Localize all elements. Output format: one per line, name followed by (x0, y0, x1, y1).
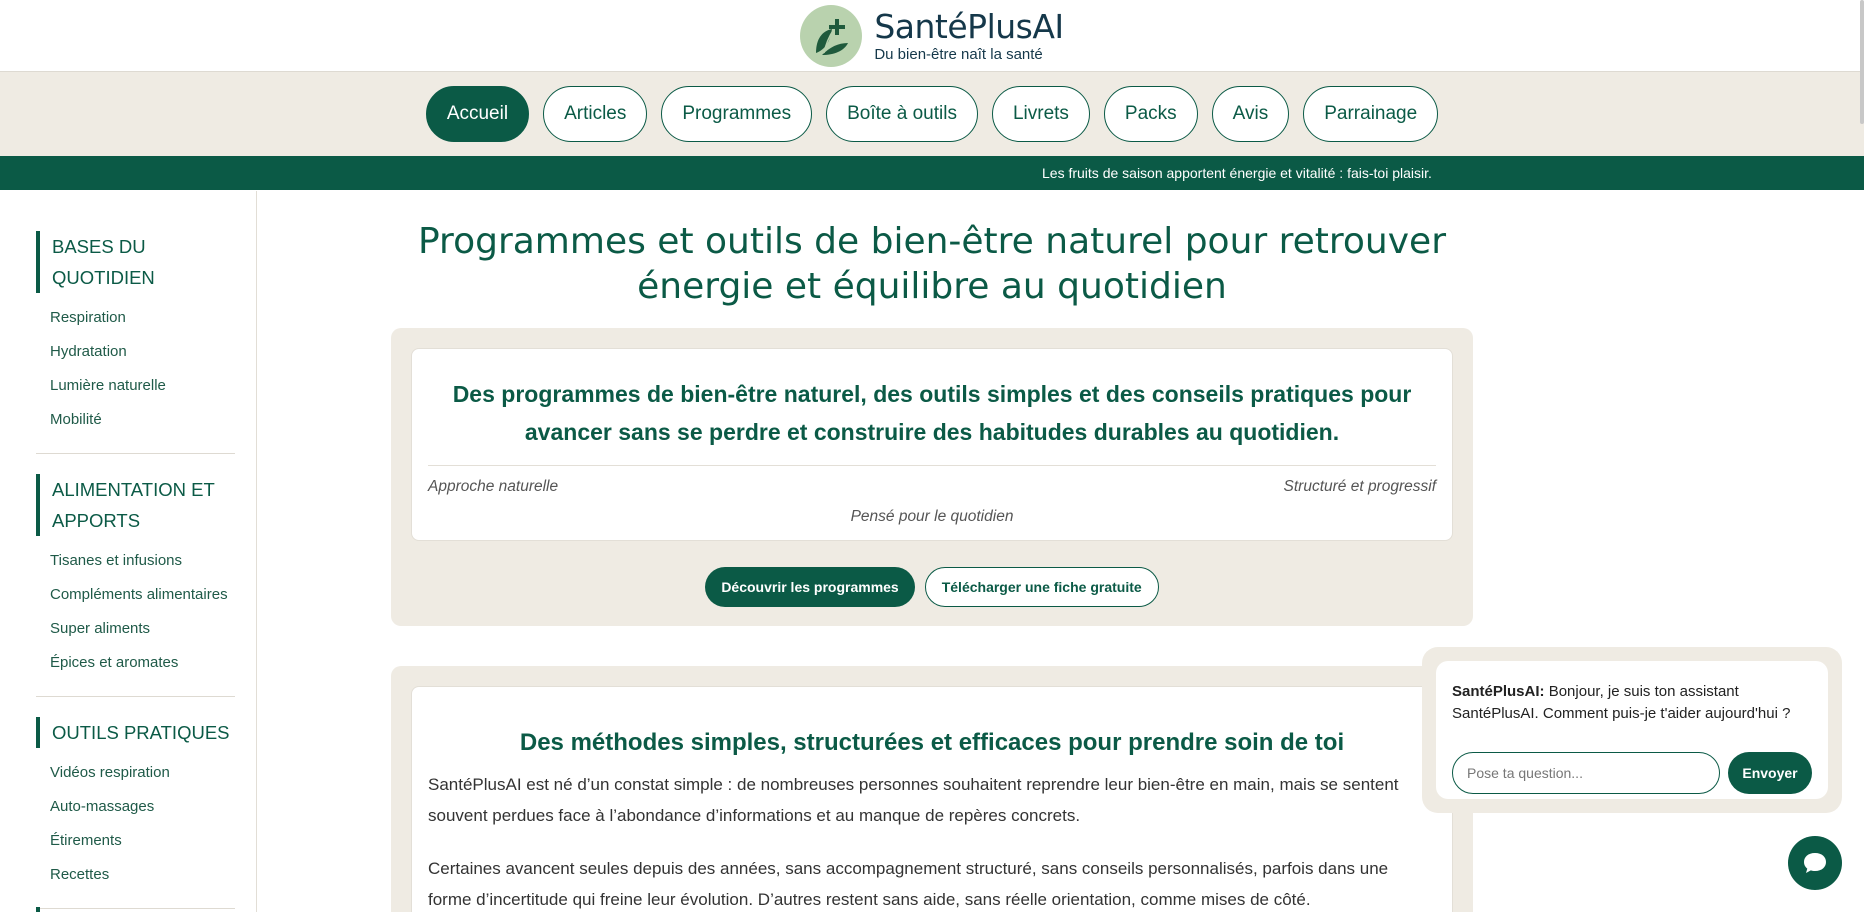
hero-subtitle: Des programmes de bien-être naturel, des outils simples et des conseils pratiques pour avancer sans se perdre et construire des habitudes durables au quotidien. (452, 381, 1412, 445)
sidebar-item-auto-massages[interactable]: Auto-massages (50, 798, 155, 815)
nav-item-livrets[interactable]: Livrets (992, 86, 1090, 142)
chat-input[interactable] (1452, 752, 1720, 794)
chat-message-text: Bonjour, je suis ton assistant SantéPlusAI. Comment puis-je t'aider aujourd'hui ? (1452, 683, 1791, 722)
section-paragraph: SantéPlusAI est né d’un constat simple : de nombreuses personnes souhaitent reprendre leur bien-être en main, mais se sentent souvent perdues face à l’abondance d’informations et au manque de repères concrets. (428, 775, 1399, 825)
feature-structure-progressif: Structuré et progressif (1283, 478, 1436, 495)
sidebar-divider (36, 696, 235, 697)
sidebar (0, 191, 257, 912)
hero-features (412, 478, 1452, 496)
main-nav (0, 72, 1864, 156)
sidebar-group-outils (36, 717, 235, 909)
chat-bubble-icon[interactable] (1788, 836, 1842, 890)
sidebar-group-bases (36, 231, 235, 454)
sidebar-item-epices[interactable]: Épices et aromates (50, 654, 179, 671)
hero-inner-card (411, 348, 1453, 541)
methods-inner-card (411, 686, 1453, 912)
sidebar-item-tisanes[interactable]: Tisanes et infusions (50, 552, 183, 569)
brand-logo-link[interactable] (800, 5, 1063, 67)
sidebar-heading: ALIMENTATION ET APPORTS (36, 474, 235, 536)
nav-item-accueil[interactable]: Accueil (426, 86, 529, 142)
nav-item-articles[interactable]: Articles (543, 86, 647, 142)
page-scrollbar[interactable] (1860, 0, 1864, 124)
download-free-sheet-button[interactable]: Télécharger une fiche gratuite (925, 567, 1159, 607)
chat-send-button[interactable]: Envoyer (1728, 752, 1812, 794)
sidebar-divider (36, 908, 235, 909)
sidebar-item-etirements[interactable]: Étirements (50, 832, 122, 849)
sidebar-item-complements[interactable]: Compléments alimentaires (50, 586, 228, 603)
section-paragraph: Certaines avancent seules depuis des années, sans accompagnement structuré, sans conseils personnalisés, parfois dans une forme d’incertitude qui freine leur évolution. D’autres restent sans aide, sans réelle orientation, comme mises de côté. (428, 859, 1389, 909)
nav-item-parrainage[interactable]: Parrainage (1303, 86, 1438, 142)
sidebar-item-videos-respiration[interactable]: Vidéos respiration (50, 764, 170, 781)
nav-item-packs[interactable]: Packs (1104, 86, 1198, 142)
feature-quotidien: Pensé pour le quotidien (850, 508, 1014, 525)
sidebar-heading: OUTILS PRATIQUES (36, 717, 235, 748)
nav-item-boite-a-outils[interactable]: Boîte à outils (826, 86, 978, 142)
brand-text (874, 6, 1064, 63)
feature-approche-naturelle: Approche naturelle (428, 478, 559, 495)
brand-tagline: Du bien-être naît la santé (874, 45, 1043, 63)
nav-item-avis[interactable]: Avis (1212, 86, 1290, 142)
section-title: Des méthodes simples, structurées et efficaces pour prendre soin de toi (519, 729, 1345, 756)
brand-name: SantéPlusAI (874, 6, 1064, 46)
page-title: Programmes et outils de bien-être naturel pour retrouver énergie et équilibre au quotidien (417, 221, 1447, 307)
site-header (0, 0, 1864, 72)
sidebar-item-mobilite[interactable]: Mobilité (50, 411, 102, 428)
chat-widget (1422, 647, 1842, 813)
leaf-plus-icon (800, 5, 862, 67)
hero-cta-row (391, 567, 1473, 607)
hero-divider (428, 465, 1436, 466)
chat-panel (1436, 661, 1828, 799)
discover-programs-button[interactable]: Découvrir les programmes (705, 567, 914, 607)
chat-sender: SantéPlusAI: (1452, 683, 1545, 700)
ticker-text: Les fruits de saison apportent énergie et vitalité : fais-toi plaisir. (1042, 165, 1432, 181)
sidebar-item-super-aliments[interactable]: Super aliments (50, 620, 151, 637)
sidebar-divider (36, 453, 235, 454)
sidebar-item-respiration[interactable]: Respiration (50, 309, 126, 326)
sidebar-next-heading-marker (36, 907, 40, 912)
chat-message (1452, 681, 1812, 725)
sidebar-item-lumiere-naturelle[interactable]: Lumière naturelle (50, 377, 166, 394)
sidebar-heading: BASES DU QUOTIDIEN (36, 231, 235, 293)
sidebar-item-recettes[interactable]: Recettes (50, 866, 110, 883)
sidebar-group-alimentation (36, 474, 235, 697)
nav-item-programmes[interactable]: Programmes (661, 86, 812, 142)
sidebar-item-hydratation[interactable]: Hydratation (50, 343, 127, 360)
hero-card (391, 328, 1473, 626)
announcement-ticker (0, 156, 1864, 190)
methods-card (391, 666, 1473, 912)
